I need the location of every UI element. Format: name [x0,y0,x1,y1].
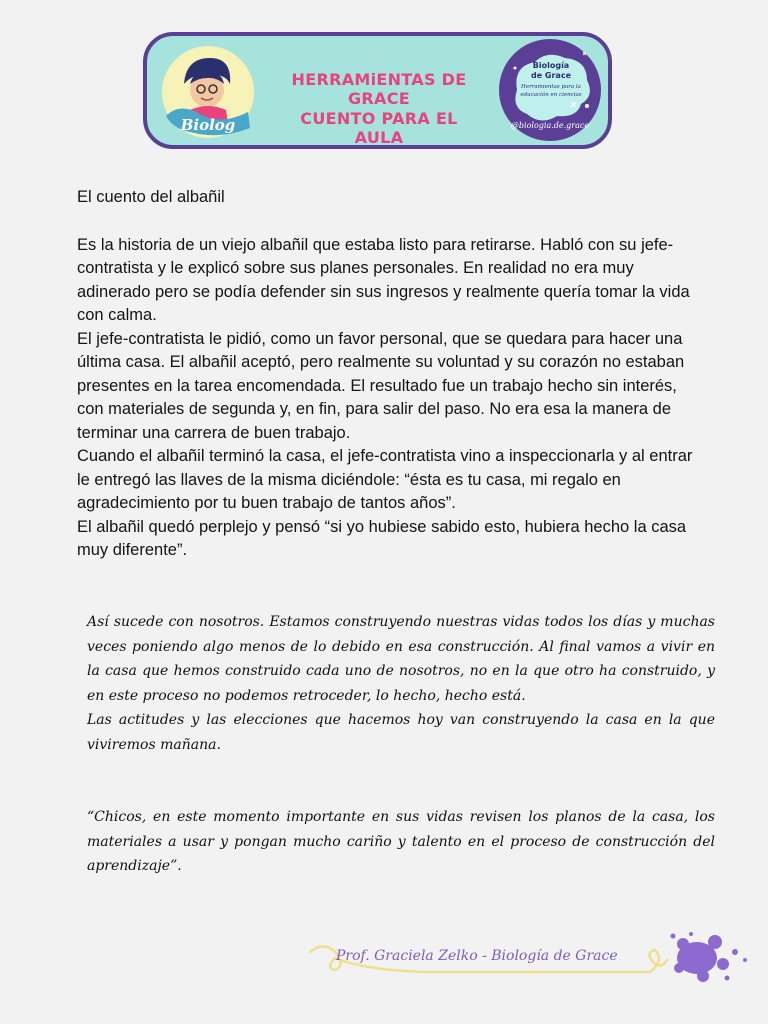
right-logo-handle: @biologia.de.grace [510,121,590,130]
story-title: El cuento del albañil [77,188,225,206]
footer-signature: Prof. Graciela Zelko - Biología de Grace [336,948,618,964]
story-section [77,186,697,563]
closing-quote [87,805,715,879]
story-paragraph: El jefe-contratista le pidió, como un favor personal, que se quedara para hacer una última casa. El albañil aceptó, pero realmente su voluntad y su corazón no estaban presentes en la tarea encomendada. El resultado fue un trabajo hecho sin interés, con materiales de segunda y, en fin, para salir del paso. No era esa la manera de terminar una carrera de buen trabajo. [77,329,685,442]
reflection-paragraph: Así sucede con nosotros. Estamos construyendo nuestras vidas todos los días y muchas veces poniendo algo menos de lo debido en esa construcción. Al final vamos a vivir en la casa que hemos construido cada uno de nosotros, no en la que otro ha construido, y en este proceso no podemos retroceder, lo hecho, hecho está. [87,614,715,704]
right-logo-line2: de Grace [530,71,572,80]
paint-splash-icon [671,932,748,982]
reflection-paragraph: Las actitudes y las elecciones que hacemos hoy van construyendo la casa en la que viviremos mañana. [87,712,715,753]
right-logo-line3: Herramientas para la [521,84,581,90]
right-logo-line1: Biología [532,61,570,70]
left-logo-text: Biolog [180,116,236,134]
story-paragraph: Cuando el albañil terminó la casa, el jefe-contratista vino a inspeccionarla y al entrar le entregó las llaves de la misma diciéndole: “ésta es tu casa, mi regalo en agradecimiento por tu buen trabajo de tantos años”. [77,447,693,512]
right-logo-line4: educación en ciencias [520,92,582,98]
story-paragraph: El albañil quedó perplejo y pensó “si yo hubiese sabido esto, hubiera hecho la casa muy diferente”. [77,517,687,559]
header-banner [143,32,612,149]
avatar-logo [160,44,256,140]
banner-title-line2: CUENTO PARA EL AULA [300,109,458,147]
story-paragraph: Es la historia de un viejo albañil que estaba listo para retirarse. Habló con su jefe-contratista y le explicó sobre sus planes personales. En realidad no era muy adinerado pero se podía defender sin sus ingresos y realmente quería tomar la vida con calma. [77,235,690,324]
biologia-de-grace-logo [495,38,605,143]
banner-title-line1: HERRAMiENTAS DE GRACE [291,70,467,108]
quote-paragraph: “Chicos, en este momento importante en sus vidas revisen los planos de la casa, los materiales a usar y pongan mucho cariño y talento en el proceso de construcción del aprendizaje”. [87,809,715,874]
reflection-section [87,610,715,757]
